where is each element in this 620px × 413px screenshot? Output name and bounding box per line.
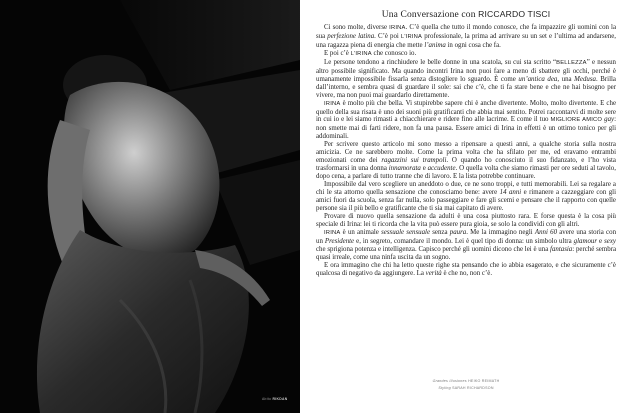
credit-stylist (316, 385, 616, 392)
text-run: E ora immagino che chi ha letto queste righe sta pensando che io abbia esagerato, e che sicuramente c’è qualcosa di negativo da aggiungere. La (316, 261, 616, 277)
text-run: , una (557, 75, 575, 83)
text-run: e (420, 165, 428, 173)
article-paragraph (316, 229, 616, 262)
italic-run: Medusa (574, 75, 596, 83)
text-run: E poi c’è (324, 49, 351, 57)
text-run: . C’è quella che tutto il mondo conosce, che fa impazzire gli uomini con la sua (316, 24, 616, 40)
italic-run: accudente (427, 165, 456, 173)
text-run: . O quella volta che siamo rimasti per ore seduti al tavolo, dopo cena, a parlare di tutto tranne che di lavoro. E la lista potrebbe continuare. (316, 165, 616, 181)
text-run: e, in segreto, comandare il mondo. Lei è quel tipo di donna: un simbolo ultra (354, 237, 574, 245)
smallcaps-run: MIGLIORE AMICO (550, 117, 603, 124)
text-run: Per scrivere questo articolo mi sono messo a ripensare a questi anni, a qualche storia sulla nostra amicizia. Ce ne sarebbero molte. Come la prima volta che ha sfilato per me, ed eravamo entrambi emozionati come dei (316, 141, 616, 165)
text-run: è molto più che bella. Vi stupirebbe sapere chi è anche divertente. Molto, molto divertente. E che quello della sua risata è uno dei suoni più gratificanti che abbia mai sentito. Potrei raccontarvi di molte sere in cui io e lei siamo rimasti a chiacchierare e ridere fino alle lacrime. E come il tuo (316, 99, 616, 124)
text-run: e (597, 237, 605, 245)
article-body (316, 24, 616, 278)
text-run: . Brilla dall’interno, e sembra quasi di guardare il sole: sai che c’è, che ti fa stare bene e che ne hai bisogno per vivere, ma non puoi mai guardarlo direttamente. (316, 75, 616, 99)
text-run: . Me la immagino negli (466, 228, 535, 236)
text-run: : perché sembra quasi irreale, come una ninfa uscita da un sogno. (316, 245, 616, 261)
article-paragraph (316, 141, 616, 181)
article-title (316, 9, 616, 20)
italic-run: verità (425, 269, 442, 277)
text-run: è un animale (340, 228, 382, 236)
smallcaps-run: IRINA (324, 229, 341, 236)
credit-stylist-name: SARAH RICHARDSON (452, 385, 494, 390)
italic-run: perfezione latina (327, 32, 375, 40)
text-run: che sprigiona potenza e intelligenza. Capisco perché gli uomini dicono che lei è una (316, 245, 551, 253)
text-run: in ogni cosa che fa. (445, 41, 501, 49)
text-run: è che no, non c’è. (441, 269, 493, 277)
italic-run: Presidente (324, 237, 355, 245)
smallcaps-run: BELLEZZA (556, 59, 587, 66)
italic-run: sessuale sensuale (381, 228, 431, 236)
caption-label: Abito (262, 397, 272, 401)
italic-run: glamour (573, 237, 598, 245)
italic-run: gay (604, 116, 615, 124)
credit-stylist-role: Styling (438, 385, 451, 390)
text-run: . C’è poi (374, 32, 401, 40)
italic-run: innamorata (388, 165, 421, 173)
text-run: senza (430, 228, 450, 236)
credit-photographer-name: HEIKO REIMATH (468, 379, 500, 383)
article-paragraph (316, 262, 616, 278)
bw-figure-image (0, 0, 300, 413)
text-run: : non smette mai di farti ridere, non fa una pausa. Essere amici di Irina in effetti è un ottimo tonico per gli addominali. (316, 116, 616, 141)
title-name: RICCARDO TISCI (478, 9, 551, 19)
title-lead: Una Conversazione con (381, 10, 476, 20)
smallcaps-run: IRINA (324, 100, 341, 107)
text-run: ” e nessun altro possibile significato. Ma quando incontri Irina non puoi fare a meno di sbattere gli occhi, perché è umanamente impossibile fissarla senza distogliere lo sguardo. È come (316, 58, 617, 83)
article-paragraph (316, 59, 616, 100)
text-run: e rimanere a cazzeggiare con gli amici fuori da scuola, senza far nulla, solo passeggiare e fare gli scemi e pensare che il rapporto con quelle persone sia il più bello e gratificante che ti sia mai capitato di avere. (316, 189, 617, 212)
text-run: Le persone tendono a rinchiudere le belle donne in una scatola, su cui sta scritto “ (324, 58, 557, 66)
italic-run: Anni 60 (534, 228, 558, 236)
article-paragraph (316, 213, 616, 229)
italic-run: paura (449, 228, 467, 236)
italic-run: l’anima (424, 41, 446, 49)
smallcaps-run: L'IRINA (350, 50, 372, 57)
credit-photographer-role: Grandes Illusiones (432, 379, 467, 383)
smallcaps-run: IRINA (389, 25, 406, 31)
text-run: . O quando ho conosciuto il suo fidanzato, e l’ho vista trasformarsi in una donna (316, 157, 616, 173)
italic-run: 14 anni (499, 189, 522, 197)
smallcaps-run: L'IRINA (400, 33, 423, 40)
italic-run: un’antica dea (518, 75, 558, 83)
photo-credits (316, 378, 616, 391)
article (316, 9, 616, 409)
text-run: che conosco io. (371, 49, 417, 57)
article-paragraph (316, 181, 616, 213)
photo-caption (262, 397, 287, 401)
caption-brand: RIKDAN (272, 397, 288, 401)
italic-run: ragazzini sui trampoli (381, 157, 447, 165)
article-paragraph (316, 24, 616, 50)
text-run: Ci sono molte, diverse (324, 24, 390, 31)
article-paragraph (316, 50, 616, 59)
article-paragraph (316, 100, 616, 142)
text-run: avere una storia con un (316, 228, 617, 245)
italic-run: fantasia (550, 245, 573, 253)
text-run: professionale, la prima ad arrivare su un set e l’ultima ad andarsene, una ragazza piena di energia che mette (316, 32, 616, 49)
text-run: Provare di nuovo quella sensazione da adulti è una cosa piuttosto rara. E forse questa è la cosa più speciale di Irina: lei ti ricorda che la vita può essere pura gioia, se solo la condividi con gli altri. (316, 212, 616, 228)
italic-run: sexy (604, 237, 616, 245)
portrait-photo (0, 0, 300, 413)
text-run: Impossibile dal vero scegliere un aneddoto o due, ce ne sono troppi, e tutti memorabili. Lei sa regalare a chi le sta attorno quella sensazione che conosciamo bene: avere (316, 181, 616, 197)
